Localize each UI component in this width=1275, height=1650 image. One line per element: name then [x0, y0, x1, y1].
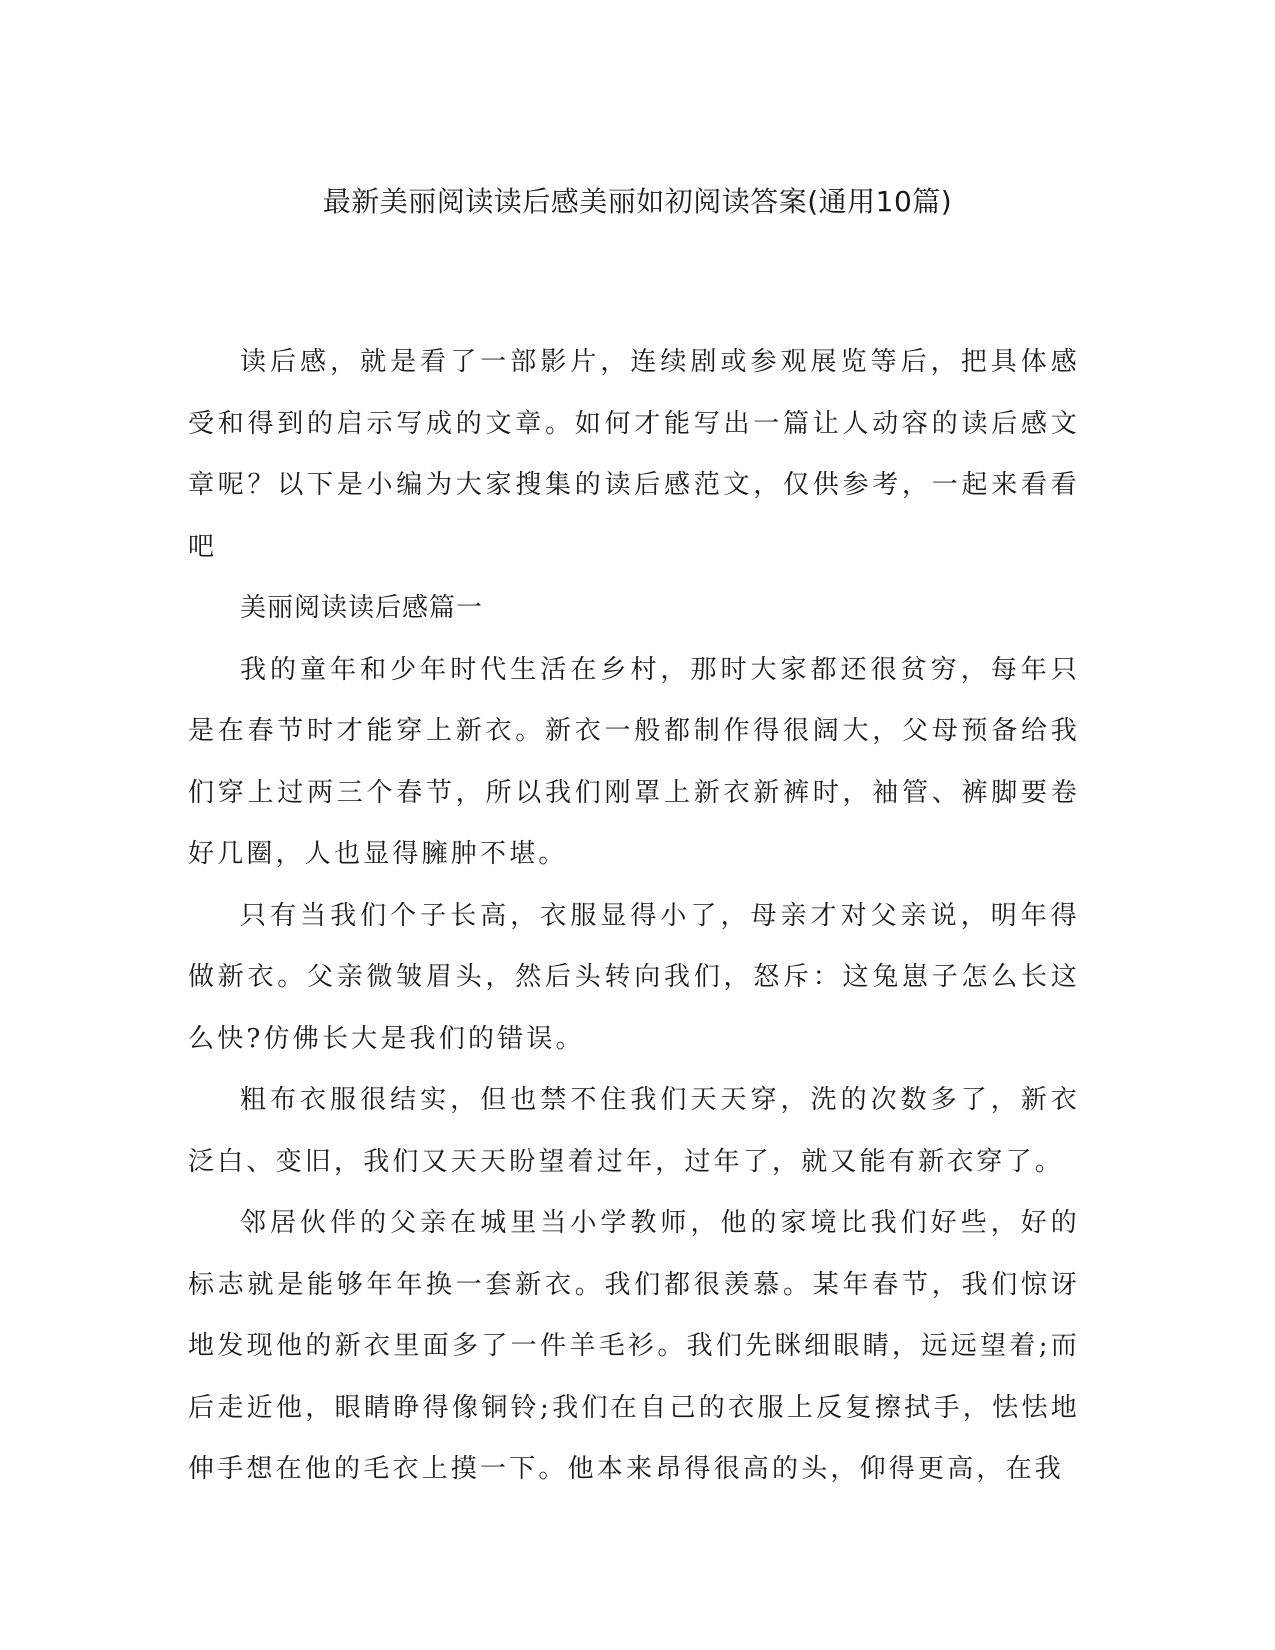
document-body	[188, 332, 1080, 1501]
body-paragraph: 邻居伙伴的父亲在城里当小学教师，他的家境比我们好些，好的标志就是能够年年换一套新衣。我们都很羡慕。某年春节，我们惊讶地发现他的新衣里面多了一件羊毛衫。我们先眯细眼睛，远远望着;而后走近他，眼睛睁得像铜铃;我们在自己的衣服上反复擦拭手，怯怯地伸手想在他的毛衣上摸一下。他本来昂得很高的头，仰得更高，在我	[188, 1208, 1080, 1484]
body-paragraph: 只有当我们个子长高，衣服显得小了，母亲才对父亲说，明年得做新衣。父亲微皱眉头，然后头转向我们，怒斥：这兔崽子怎么长这么快?仿佛长大是我们的错误。	[188, 900, 1080, 1054]
body-paragraph: 我的童年和少年时代生活在乡村，那时大家都还很贫穷，每年只是在春节时才能穿上新衣。新衣一般都制作得很阔大，父母预备给我们穿上过两三个春节，所以我们刚罩上新衣新裤时，袖管、裤脚要卷好几圈，人也显得臃肿不堪。	[188, 654, 1080, 869]
document-title: 最新美丽阅读读后感美丽如初阅读答案(通用10篇)	[322, 185, 953, 218]
intro-paragraph: 读后感，就是看了一部影片，连续剧或参观展览等后，把具体感受和得到的启示写成的文章。如何才能写出一篇让人动容的读后感文章呢？以下是小编为大家搜集的读后感范文，仅供参考，一起来看看吧	[188, 347, 1080, 562]
body-paragraph: 粗布衣服很结实，但也禁不住我们天天穿，洗的次数多了，新衣泛白、变旧，我们又天天盼望着过年，过年了，就又能有新衣穿了。	[188, 1085, 1080, 1177]
section-heading: 美丽阅读读后感篇一	[240, 593, 484, 623]
